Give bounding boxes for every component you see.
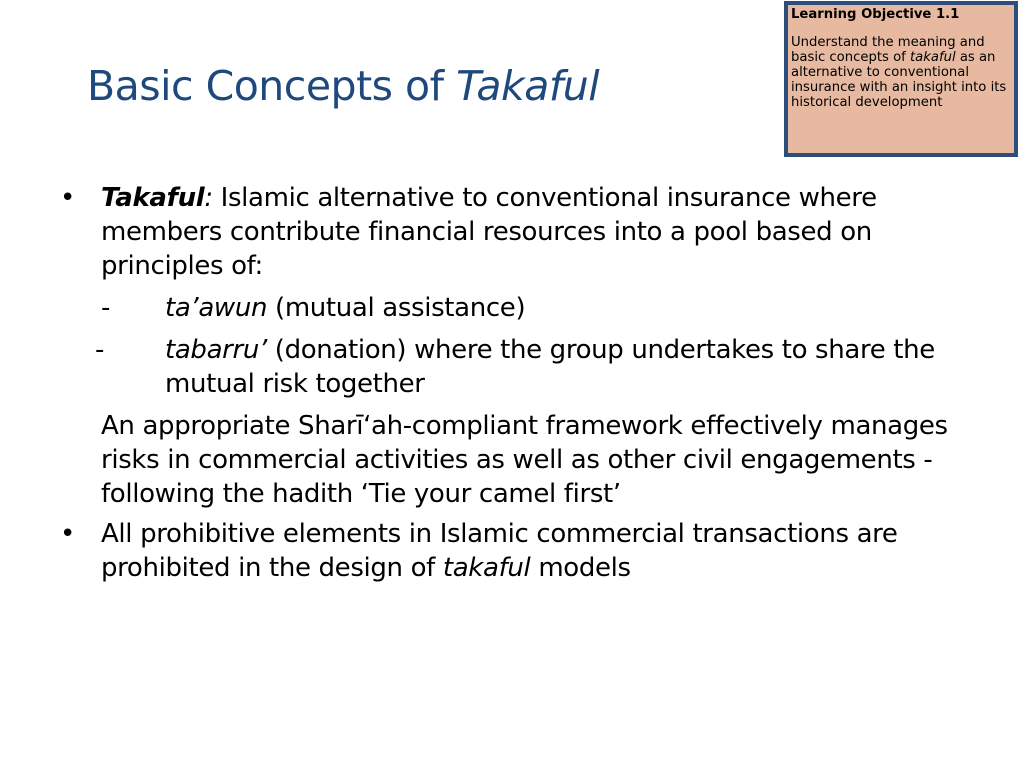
dash-marker: - <box>95 335 105 365</box>
bullet-takaful-definition <box>60 181 960 283</box>
term-takaful: Takaful <box>101 183 205 213</box>
learning-objective-box <box>784 1 1018 157</box>
lo-body-emphasis: takaful <box>909 50 956 65</box>
dash-marker: - <box>101 293 111 323</box>
slide-content <box>60 181 960 585</box>
lo-body-part2: as an alternative to conventional insurance with an insight into its historical development <box>791 50 1007 110</box>
lo-body-part1: Understand the meaning and basic concepts of <box>791 35 985 65</box>
bullet2-text-part1: All prohibitive elements in Islamic commercial transactions are prohibited in the design of <box>101 519 898 583</box>
sub-item-tabarru <box>60 333 960 401</box>
sub-item-taawun <box>60 291 960 325</box>
slide-title <box>87 64 599 109</box>
term-taawun: ta’awun <box>165 293 268 323</box>
bullet-marker: • <box>60 519 75 549</box>
bullet-prohibitive-elements <box>60 517 960 585</box>
sub1-text: (mutual assistance) <box>267 293 526 323</box>
learning-objective-heading: Learning Objective 1.1 <box>791 7 960 22</box>
learning-objective-body <box>791 35 1011 110</box>
bullet2-text-part2: models <box>530 553 631 583</box>
bullet1-text: Islamic alternative to conventional insurance where members contribute financial resources into a pool based on principles of: <box>101 183 877 281</box>
shariah-framework-paragraph: An appropriate Sharī‘ah-compliant framework effectively manages risks in commercial activities as well as other civil engagements - following the hadith ‘Tie your camel first’ <box>101 411 948 509</box>
sub2-text: (donation) where the group undertakes to share the mutual risk together <box>165 335 935 399</box>
term-tabarru: tabarru’ <box>165 335 267 365</box>
title-emphasis: Takaful <box>456 62 600 110</box>
title-prefix: Basic Concepts of <box>87 62 457 110</box>
bullet2-emphasis: takaful <box>442 553 531 583</box>
term-colon: : <box>204 183 213 213</box>
bullet-marker: • <box>60 183 75 213</box>
